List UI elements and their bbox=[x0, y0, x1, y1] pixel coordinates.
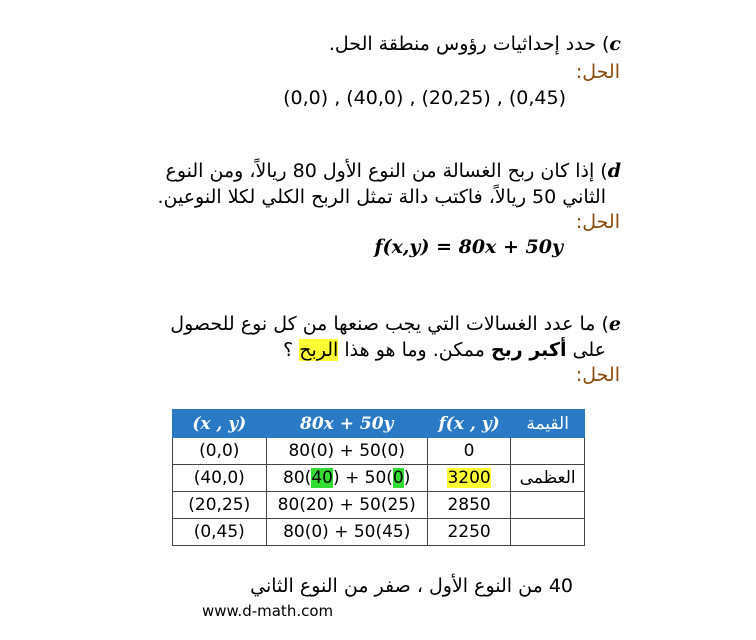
question-e-part2: ممكن. وما هو هذا bbox=[338, 339, 491, 361]
cell-value-max: العظمى bbox=[511, 465, 585, 492]
header-value: القيمة bbox=[511, 410, 585, 438]
question-c-letter: c bbox=[609, 33, 621, 55]
question-d-text1: إذا كان ربح الغسالة من النوع الأول 80 ريالاً، ومن النوع bbox=[165, 160, 595, 182]
cell-point: (0,0) bbox=[173, 438, 267, 465]
question-e-part3: ؟ bbox=[283, 339, 300, 361]
question-e-part1: على bbox=[566, 339, 606, 361]
question-e-line1: e) ما عدد الغسالات التي يجب صنعها من كل نوع للحصول bbox=[170, 313, 621, 335]
question-c-text: حدد إحداثيات رؤوس منطقة الحل. bbox=[328, 33, 596, 55]
conclusion: 40 من النوع الأول ، صفر من النوع الثاني bbox=[250, 575, 573, 597]
evaluation-table bbox=[172, 409, 585, 546]
question-e-letter: e bbox=[608, 313, 621, 335]
answer-c bbox=[283, 86, 566, 110]
solution-label-d: الحل: bbox=[575, 211, 620, 233]
question-d-line1: d) إذا كان ربح الغسالة من النوع الأول 80 ريالاً، ومن النوع bbox=[165, 160, 621, 182]
cell-fxy: 2250 bbox=[427, 519, 510, 546]
solution-label-c: الحل: bbox=[575, 61, 620, 83]
question-d-line2: الثاني 50 ريالاً، فاكتب دالة تمثل الربح الكلي لكلا النوعين. bbox=[157, 186, 606, 208]
question-d-letter: d bbox=[607, 160, 621, 182]
table-row-max bbox=[173, 465, 585, 492]
question-e-text1: ما عدد الغسالات التي يجب صنعها من كل نوع للحصول bbox=[170, 313, 596, 335]
solution-label-e: الحل: bbox=[575, 364, 620, 386]
question-e-line2 bbox=[283, 338, 606, 362]
cell-expr: 80(20) + 50(25) bbox=[266, 492, 427, 519]
cell-point-max: (40,0) bbox=[173, 465, 267, 492]
cell-value bbox=[511, 519, 585, 546]
cell-expr: 80(0) + 50(45) bbox=[266, 519, 427, 546]
cell-point: (0,45) bbox=[173, 519, 267, 546]
cell-value bbox=[511, 438, 585, 465]
cell-value bbox=[511, 492, 585, 519]
header-expr: 80x + 50y bbox=[266, 410, 427, 438]
footer-url[interactable]: www.d-math.com bbox=[202, 602, 334, 620]
vertices-list: (0,0) , (40,0) , (20,25) , (0,45) bbox=[283, 87, 566, 109]
table-row bbox=[173, 492, 585, 519]
table-row bbox=[173, 519, 585, 546]
cell-fxy: 0 bbox=[427, 438, 510, 465]
table-row bbox=[173, 438, 585, 465]
question-e-highlight: الربح bbox=[299, 339, 339, 361]
header-point: (x , y) bbox=[173, 410, 267, 438]
table-header-row bbox=[173, 410, 585, 438]
header-fxy: f(x , y) bbox=[427, 410, 510, 438]
profit-function-text: f(x,y) = 80x + 50y bbox=[374, 236, 563, 258]
cell-expr: 80(0) + 50(0) bbox=[266, 438, 427, 465]
cell-fxy: 2850 bbox=[427, 492, 510, 519]
cell-fxy-max: 3200 bbox=[427, 465, 510, 492]
cell-expr-max: 80(40) + 50(0) bbox=[266, 465, 427, 492]
profit-function bbox=[374, 235, 563, 259]
question-e-bold: أكبر ربح bbox=[490, 339, 567, 361]
question-c: c) حدد إحداثيات رؤوس منطقة الحل. bbox=[328, 33, 621, 55]
cell-point: (20,25) bbox=[173, 492, 267, 519]
